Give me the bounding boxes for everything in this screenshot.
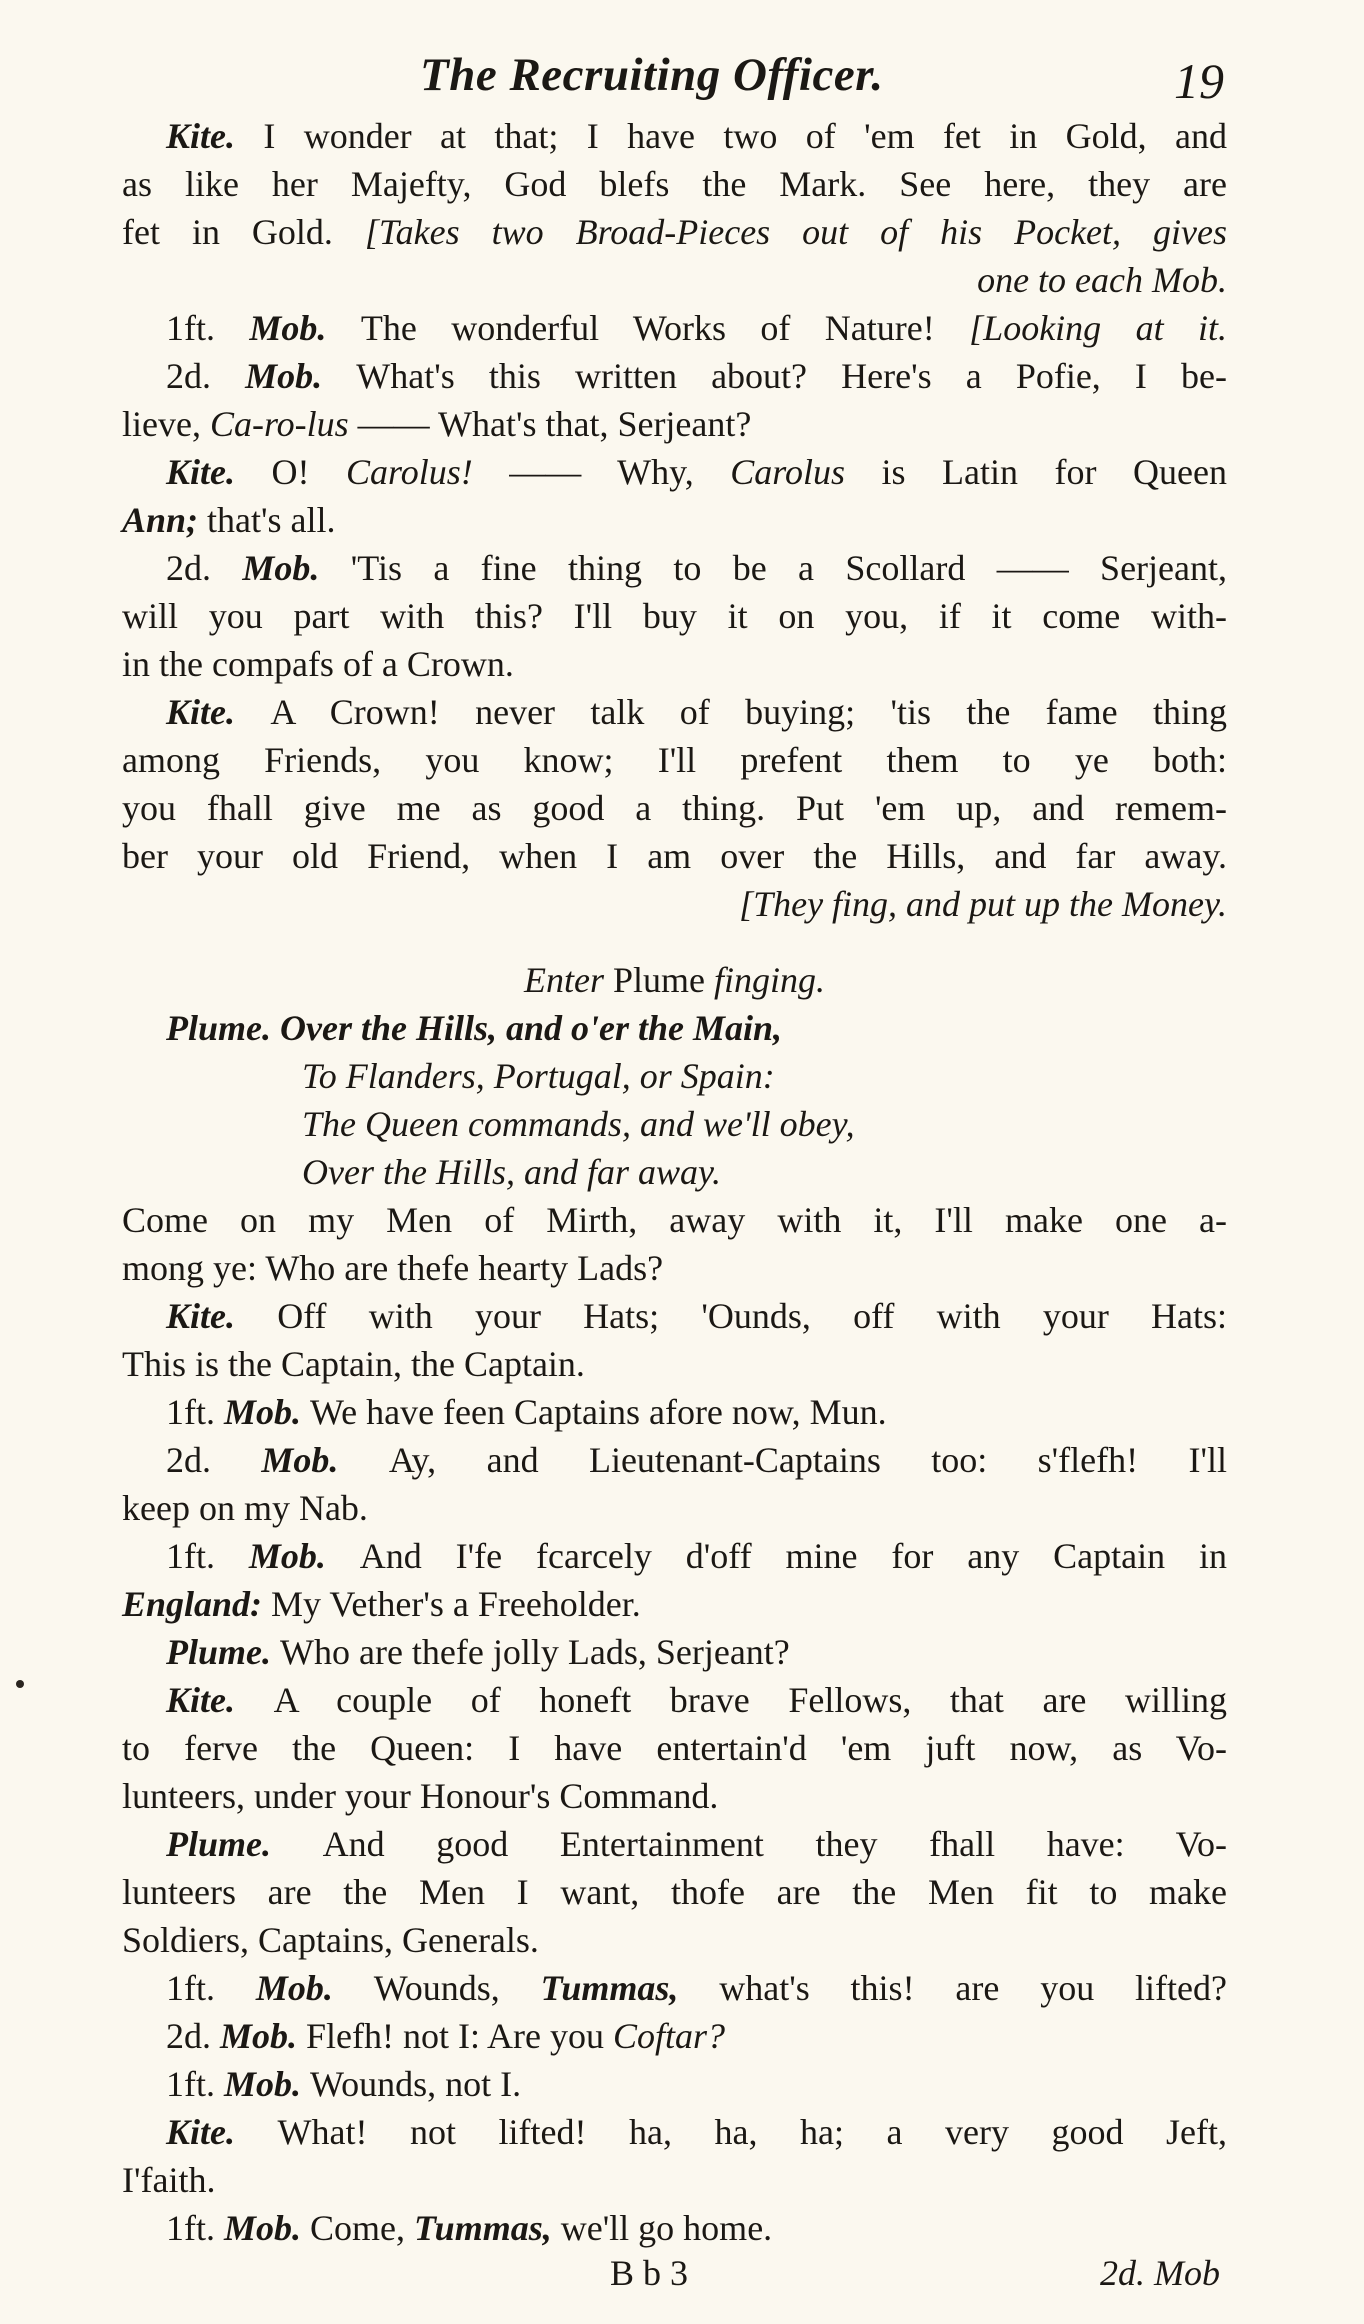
text-line [122,496,1227,544]
text-run: lunteers, under your Honour's Command. [122,1776,719,1816]
text-line [122,592,1227,640]
speaker-name: Mob. [261,1440,389,1480]
text-line [122,208,1227,256]
speaker-name: Plume. [166,1632,280,1672]
italic-text: Carolus! [346,452,473,492]
text-run: Who are thefe jolly Lads, Serjeant? [280,1632,790,1672]
text-run: 2d. [166,356,246,396]
speaker-name: Ann; [122,500,199,540]
italic-text: Over the Hills, and far away. [302,1152,721,1192]
speaker-name: Kite. [166,452,272,492]
text-run: 1ft. [166,2064,224,2104]
text-run: O! [271,452,347,492]
italic-text: Enter [523,960,604,1000]
text-run: 2d. [166,548,243,588]
speaker-name: Mob. [224,1392,311,1432]
text-run: Ay, and Lieutenant-Captains too: s'flefh! I'll [388,1440,1227,1480]
text-line [122,2156,1227,2204]
italic-text: [Looking at it. [969,308,1227,348]
margin-mark [16,1680,24,1688]
signature-mark: B b 3 [610,2253,689,2293]
text-run: you fhall give me as good a thing. Put 'em up, and remem- [122,788,1227,828]
text-run: lunteers are the Men I want, thofe are the Men fit to make [122,1872,1227,1912]
speaker-name: Mob. [224,2064,311,2104]
text-run: And I'fe fcarcely d'off mine for any Captain in [359,1536,1227,1576]
text-run: I'faith. [122,2160,216,2200]
text-run: What's this written about? Here's a Pofie, I be- [356,356,1228,396]
running-title: The Recruiting Officer. [420,49,884,101]
text-run: 1ft. [166,1536,249,1576]
text-run: Wounds, [373,1968,541,2008]
text-run: My Vether's a Freeholder. [271,1584,641,1624]
text-line [122,1532,1227,1580]
text-run: Wounds, not I. [310,2064,522,2104]
text-line [122,784,1227,832]
text-line [122,1004,1227,1052]
text-line [122,1292,1227,1340]
text-line [122,736,1227,784]
text-run: among Friends, you know; I'll prefent them to ye both: [122,740,1227,780]
text-line [122,1964,1227,2012]
text-line [122,1100,1227,1148]
text-run: 1ft. [166,1968,256,2008]
text-line [122,1052,1227,1100]
page-number: 19 [1174,53,1224,109]
page-footer [0,2252,1364,2312]
text-line [122,1196,1227,1244]
speaker-name: Mob. [242,548,351,588]
speaker-name: Over the Hills, and o'er the Main, [280,1008,783,1048]
text-line [122,400,1227,448]
text-run: This is the Captain, the Captain. [122,1344,585,1384]
italic-text: [They fing, and put up the Money. [739,884,1227,924]
text-run: Come, [310,2208,415,2248]
page-header [0,34,1364,124]
text-run: keep on my Nab. [122,1488,368,1528]
text-line [122,1148,1227,1196]
text-line [122,448,1227,496]
text-line [122,832,1227,880]
speaker-name: Plume. [166,1824,323,1864]
italic-text: [Takes two Broad-Pieces out of his Pocket, gives [364,212,1227,252]
speaker-name: Kite. [166,1296,278,1336]
text-run: We have feen Captains afore now, Mun. [310,1392,887,1432]
text-line [122,1724,1227,1772]
text-line [122,1820,1227,1868]
text-line [122,2060,1227,2108]
text-run: lieve, [122,404,210,444]
speaker-name: Kite. [166,116,264,156]
speaker-name: Mob. [220,2016,307,2056]
speaker-name: England: [122,1584,272,1624]
text-run: Soldiers, Captains, Generals. [122,1920,539,1960]
speaker-name: Plume. [166,1008,280,1048]
speaker-name: Kite. [166,1680,274,1720]
text-run: A Crown! never talk of buying; 'tis the fame thing [270,692,1227,732]
speaker-name: Kite. [166,692,271,732]
text-line [122,1388,1227,1436]
text-line [122,1916,1227,1964]
text-line [122,1244,1227,1292]
text-line [122,1580,1227,1628]
text-run: in the compafs of a Crown. [122,644,514,684]
text-line [122,352,1227,400]
text-run: Off with your Hats; 'Ounds, off with your Hats: [277,1296,1228,1336]
text-line [122,256,1227,304]
text-run: fet in Gold. [122,212,365,252]
text-line [122,2108,1227,2156]
text-line [122,1628,1227,1676]
italic-text: finging. [713,960,825,1000]
text-line [122,1436,1227,1484]
speaker-name: Mob. [248,1536,360,1576]
text-run: 2d. [166,2016,220,2056]
italic-text: The Queen commands, and we'll obey, [302,1104,855,1144]
speaker-name: Mob. [249,308,361,348]
text-line [122,688,1227,736]
play-text [122,112,1227,2252]
text-run: to ferve the Queen: I have entertain'd 'em juft now, as Vo- [122,1728,1227,1768]
text-line [122,1868,1227,1916]
text-line [122,956,1227,1004]
speaker-name: Tummas, [540,1968,679,2008]
italic-text: one to each Mob. [977,260,1227,300]
speaker-name: Tummas, [414,2208,552,2248]
text-run: I wonder at that; I have two of 'em fet in Gold, and [263,116,1227,156]
text-line [122,1676,1227,1724]
text-run: The wonderful Works of Nature! [360,308,970,348]
text-run: Spain: [671,1056,775,1096]
text-run: —— Why, [472,452,731,492]
speaker-name: Mob. [224,2208,311,2248]
text-run: And good Entertainment they fhall have: Vo- [322,1824,1227,1864]
text-run: What! not lifted! ha, ha, ha; a very good Jeft, [277,2112,1227,2152]
text-line [122,304,1227,352]
catchword: 2d. Mob [1100,2253,1220,2293]
text-line [122,640,1227,688]
text-run: 2d. [166,1440,262,1480]
text-run: Flanders, Portugal, [336,1056,640,1096]
text-run: 'Tis a fine thing to be a Scollard —— Serjeant, [350,548,1227,588]
text-run: Come on my Men of Mirth, away with it, I'll make one a- [122,1200,1227,1240]
text-run: —— What's that, Serjeant? [348,404,752,444]
text-line [122,544,1227,592]
text-line [122,112,1227,160]
text-line [122,1484,1227,1532]
text-run: is Latin for Queen [844,452,1227,492]
italic-text: Ca-ro-lus [209,404,349,444]
text-run: we'll go home. [551,2208,773,2248]
text-line [122,1772,1227,1820]
text-line [122,1340,1227,1388]
italic-text: Coftar? [612,2016,725,2056]
italic-text: To [302,1056,337,1096]
text-line [122,2204,1227,2252]
italic-text: Carolus [730,452,845,492]
italic-text: or [639,1056,672,1096]
text-run: that's all. [198,500,336,540]
text-run: A couple of honeft brave Fellows, that are willing [273,1680,1227,1720]
spacer [122,928,1227,956]
text-run: what's this! are you lifted? [678,1968,1227,2008]
speaker-name: Mob. [245,356,357,396]
text-run: 1ft. [166,2208,224,2248]
text-run: Plume [603,960,714,1000]
text-run: Flefh! not I: Are you [306,2016,613,2056]
text-line [122,160,1227,208]
text-run: ber your old Friend, when I am over the Hills, and far away. [122,836,1227,876]
speaker-name: Kite. [166,2112,278,2152]
text-run: will you part with this? I'll buy it on you, if it come with- [122,596,1227,636]
text-run: 1ft. [166,1392,224,1432]
text-run: mong ye: Who are thefe hearty Lads? [122,1248,664,1288]
speaker-name: Mob. [255,1968,374,2008]
text-line [122,880,1227,928]
text-line [122,2012,1227,2060]
text-run: 1ft. [166,308,250,348]
text-run: as like her Majefty, God blefs the Mark. See here, they are [122,164,1227,204]
